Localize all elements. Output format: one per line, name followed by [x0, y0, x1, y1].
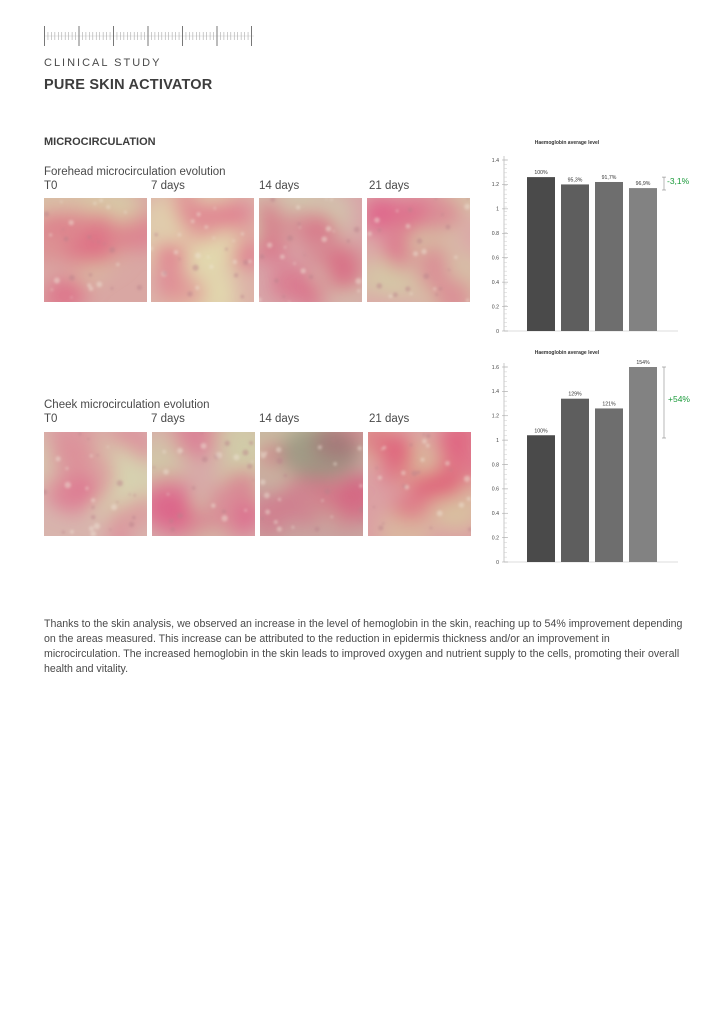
y-tick-label: 0	[496, 559, 499, 566]
section-title: MICROCIRCULATION	[44, 136, 156, 148]
y-tick-label: 0.8	[491, 462, 499, 469]
forehead-photo-14-days	[259, 198, 362, 302]
y-tick-label: 1.2	[491, 413, 499, 420]
y-tick-label: 1.4	[491, 389, 499, 396]
change-bracket	[662, 367, 666, 438]
forehead-day-label: 21 days	[369, 180, 410, 192]
cheek-photo-t0	[44, 432, 147, 536]
bar-data-label: 121%	[602, 401, 616, 408]
bar-t0	[527, 177, 555, 331]
forehead-day-label: 7 days	[151, 180, 185, 192]
forehead-day-label: T0	[44, 180, 58, 192]
bar-data-label: 91,7%	[601, 174, 617, 181]
y-tick-label: 0.4	[491, 279, 499, 286]
forehead-day-label: 14 days	[259, 180, 300, 192]
forehead-photo-t0	[44, 198, 147, 302]
bar-data-label: 100%	[534, 428, 548, 435]
bar-7-days	[561, 399, 589, 562]
cheek-day-label: T0	[44, 413, 58, 425]
y-tick-label: 0.6	[491, 255, 499, 262]
summary-paragraph: Thanks to the skin analysis, we observed an increase in the level of hemoglobin in the skin, reaching up to 54% improvement depending on the areas measured. This increase can be attributed to the reduction in epidermis thickness and/or an improvement in microcirculation. The increased hemoglobin in the skin leads to improved oxygen and nutrient supply to the cells, promoting their overall health and vitality.	[44, 618, 683, 675]
chart-title: Haemoglobin average level	[534, 350, 600, 356]
bar-data-label: 96,9%	[635, 181, 651, 188]
y-tick-label: 1.4	[491, 157, 499, 164]
y-tick-label: 0.8	[491, 231, 499, 238]
chart-title: Haemoglobin average level	[534, 140, 600, 146]
header-subtitle: CLINICAL STUDY	[44, 57, 162, 69]
change-bracket	[662, 177, 666, 190]
cheek-haemoglobin-chart	[482, 346, 692, 568]
cheek-day-label: 21 days	[369, 413, 410, 425]
bar-data-label: 154%	[636, 360, 650, 366]
y-tick-label: 0.6	[491, 486, 499, 493]
cheek-photo-21-days	[368, 432, 471, 536]
y-tick-label: 1	[496, 437, 499, 444]
bar-14-days	[595, 408, 623, 562]
bar-data-label: 129%	[568, 391, 582, 398]
change-annotation: -3,1%	[667, 176, 690, 186]
bar-21-days	[629, 188, 657, 331]
bar-21-days	[629, 367, 657, 562]
cheek-day-label: 14 days	[259, 413, 300, 425]
y-tick-label: 0	[496, 328, 499, 335]
ruler-graphic	[44, 26, 254, 46]
bar-t0	[527, 435, 555, 562]
bar-7-days	[561, 184, 589, 331]
bar-14-days	[595, 182, 623, 331]
forehead-row-title: Forehead microcirculation evolution	[44, 166, 226, 178]
y-tick-label: 0.2	[491, 304, 499, 311]
page-title: PURE SKIN ACTIVATOR	[44, 77, 213, 93]
bar-data-label: 95,3%	[567, 177, 583, 184]
forehead-photo-21-days	[367, 198, 470, 302]
forehead-haemoglobin-chart	[482, 136, 692, 336]
cheek-row-title: Cheek microcirculation evolution	[44, 399, 210, 411]
change-annotation: +54%	[668, 394, 690, 404]
y-tick-label: 0.2	[491, 535, 499, 542]
y-tick-label: 0.4	[491, 511, 499, 518]
cheek-photo-14-days	[260, 432, 363, 536]
bar-data-label: 100%	[534, 170, 548, 177]
cheek-photo-7-days	[152, 432, 255, 536]
y-tick-label: 1.6	[491, 364, 499, 371]
y-tick-label: 1.2	[491, 182, 499, 189]
forehead-photo-7-days	[151, 198, 254, 302]
cheek-day-label: 7 days	[151, 413, 185, 425]
y-tick-label: 1	[496, 206, 499, 213]
